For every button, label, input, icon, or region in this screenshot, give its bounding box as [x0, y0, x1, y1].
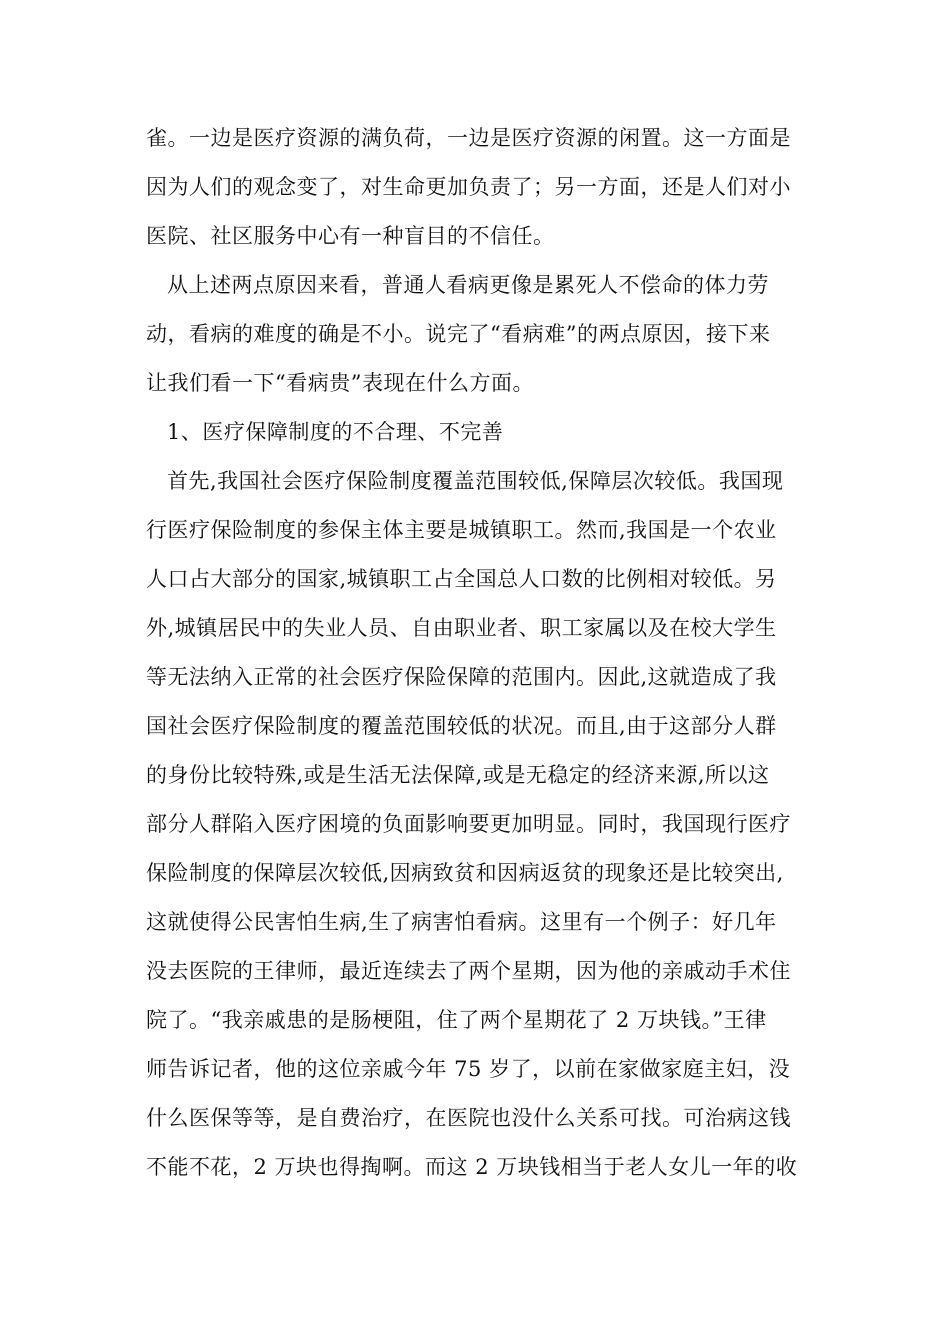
text-line-19: 院了。“我亲戚患的是肠梗阻，住了两个星期花了 2 万块钱。”王律 — [146, 1008, 767, 1032]
text-line-21: 什么医保等等，是自费治疗，在医院也没什么关系可找。可治病这钱 — [146, 1106, 791, 1130]
text-line-3: 医院、社区服务中心有一种盲目的不信任。 — [146, 224, 555, 248]
text-line-16: 保险制度的保障层次较低,因病致贫和因病返贫的现象还是比较突出, — [146, 861, 784, 885]
text-line-13: 国社会医疗保险制度的覆盖范围较低的状况。而且,由于这部分人群 — [146, 714, 777, 738]
text-line-12: 等无法纳入正常的社会医疗保险保障的范围内。因此,这就造成了我 — [146, 665, 777, 689]
paragraph-start-line: 首先,我国社会医疗保险制度覆盖范围较低,保障层次较低。我国现 — [167, 469, 784, 493]
text-line-9: 行医疗保险制度的参保主体主要是城镇职工。然而,我国是一个农业 — [146, 518, 777, 542]
text-line-5: 动，看病的难度的确是不小。说完了“看病难”的两点原因，接下来 — [146, 322, 771, 346]
text-line-14: 的身份比较特殊,或是生活无法保障,或是无稳定的经济来源,所以这 — [146, 763, 770, 787]
text-line-11: 外,城镇居民中的失业人员、自由职业者、职工家属以及在校大学生 — [146, 616, 777, 640]
text-line-2: 因为人们的观念变了，对生命更加负责了；另一方面，还是人们对小 — [146, 175, 791, 199]
text-line-1: 雀。一边是医疗资源的满负荷，一边是医疗资源的闲置。这一方面是 — [146, 126, 791, 150]
text-line-18: 没去医院的王律师，最近连续去了两个星期，因为他的亲戚动手术住 — [146, 959, 791, 983]
text-line-17: 这就使得公民害怕生病,生了病害怕看病。这里有一个例子：好几年 — [146, 910, 777, 934]
text-line-10: 人口占大部分的国家,城镇职工占全国总人口数的比例相对较低。另 — [146, 567, 777, 591]
paragraph-start-line: 从上述两点原因来看，普通人看病更像是累死人不偿命的体力劳 — [167, 273, 769, 297]
text-line-22: 不能不花，2 万块也得掏啊。而这 2 万块钱相当于老人女儿一年的收 — [146, 1155, 798, 1179]
text-line-15: 部分人群陷入医疗困境的负面影响要更加明显。同时，我国现行医疗 — [146, 812, 791, 836]
text-line-6: 让我们看一下“看病贵”表现在什么方面。 — [146, 371, 534, 395]
text-line-20: 师告诉记者，他的这位亲戚今年 75 岁了，以前在家做家庭主妇，没 — [146, 1057, 791, 1081]
section-heading: 1、医疗保障制度的不合理、不完善 — [167, 420, 504, 444]
